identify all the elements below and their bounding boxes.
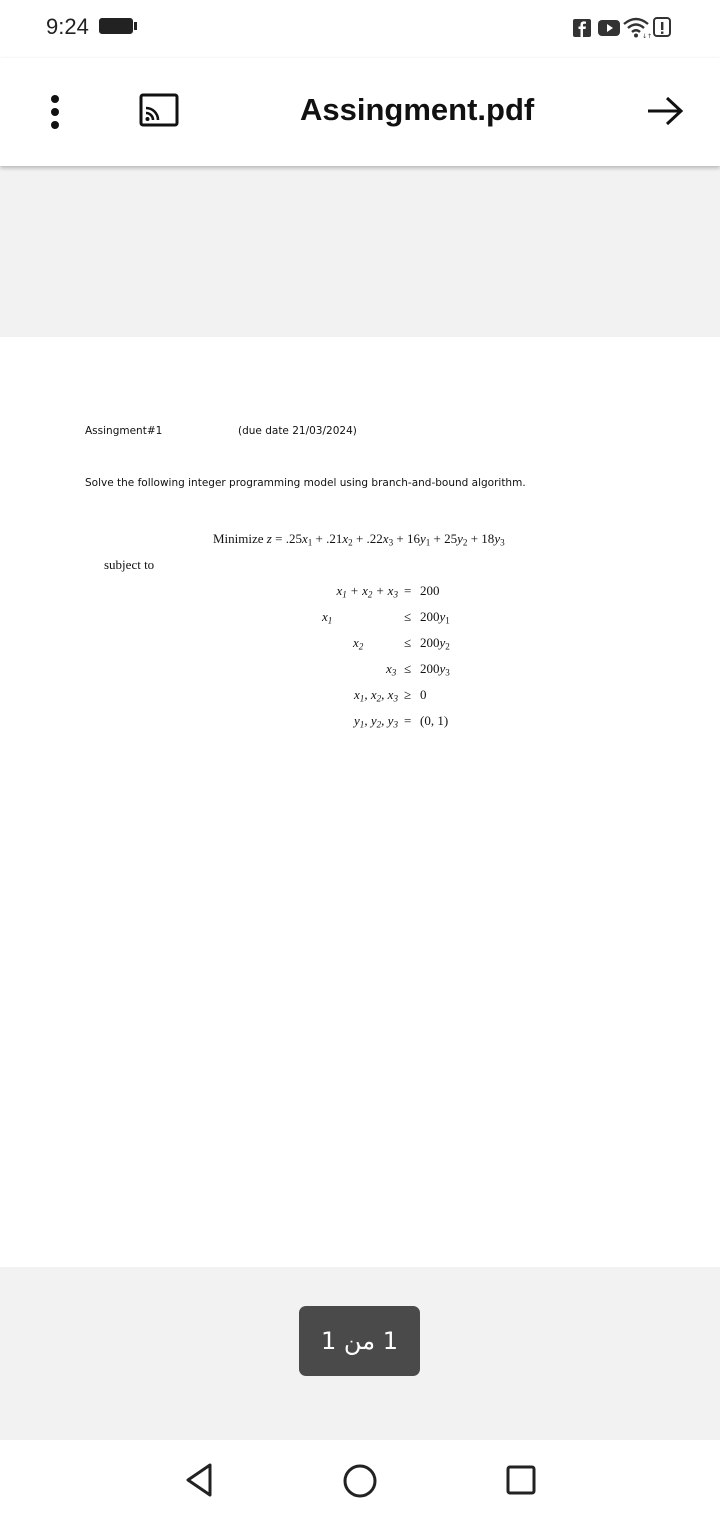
constraint-rhs: $200y_1$ <box>420 609 450 626</box>
constraint-lhs: $x_3$ <box>386 661 397 678</box>
objective-term: + $.22x_3$ <box>355 531 394 548</box>
constraint-rhs: $200y_2$ <box>420 635 450 652</box>
objective-term: + $25y_2$ <box>433 531 468 548</box>
constraint-rel: = <box>404 713 412 728</box>
constraint-rhs: 0 <box>420 687 427 702</box>
objective-term: + $.21x_2$ <box>315 531 353 548</box>
battery-tip <box>134 22 137 30</box>
constraint-lhs: $x_1$ <box>322 609 333 626</box>
constraint-rhs: $200y_3$ <box>420 661 450 678</box>
wifi-icon <box>622 16 653 40</box>
objective-var: z <box>266 531 272 546</box>
due-date: (due date 21/03/2024) <box>238 425 357 437</box>
facebook-icon <box>573 19 591 37</box>
more-vert-icon[interactable] <box>47 94 63 130</box>
constraint-rhs: (0, 1) <box>420 713 449 728</box>
back-icon[interactable] <box>184 1462 214 1498</box>
navigation-bar <box>0 1440 720 1520</box>
constraint-rel: = <box>404 583 412 598</box>
open-external-arrow-icon[interactable] <box>645 95 685 127</box>
objective-term: $.25x_1$ <box>285 531 313 548</box>
page-indicator: 1 من 1 <box>299 1306 420 1376</box>
document-title: Assingment.pdf <box>300 92 535 127</box>
pdf-page[interactable] <box>0 337 720 1267</box>
constraint-lhs: $y_1$, $y_2$, $y_3$ <box>354 713 398 730</box>
objective-term: + $16y_1$ <box>396 531 431 548</box>
constraint-rhs: 200 <box>420 583 440 598</box>
constraint-rel: ≤ <box>404 661 412 676</box>
constraint-lhs: $x_2$ <box>353 635 364 652</box>
youtube-icon <box>598 19 620 37</box>
objective-term: + $18y_3$ <box>470 531 505 548</box>
assignment-label: Assingment#1 <box>85 425 163 437</box>
objective-label: Minimize <box>213 531 264 546</box>
recents-icon[interactable] <box>505 1464 537 1496</box>
objective-eq: = <box>275 531 283 546</box>
alert-icon <box>652 16 672 38</box>
instruction-text: Solve the following integer programming model using branch-and-bound algorithm. <box>85 477 526 489</box>
constraint-lhs: $x_1 + x_2 + x_3$ <box>336 583 398 600</box>
home-icon[interactable] <box>342 1463 378 1499</box>
svg-text:↓↑: ↓↑ <box>642 33 653 40</box>
objective-line <box>213 531 505 547</box>
subject-to-label: subject to <box>104 557 155 572</box>
cast-icon[interactable] <box>139 93 179 127</box>
status-bar <box>0 0 720 58</box>
app-bar <box>0 58 720 166</box>
status-time: 9:24 <box>46 14 89 39</box>
constraint-rel: ≤ <box>404 609 412 624</box>
constraint-rel: ≥ <box>404 687 412 702</box>
constraint-lhs: $x_1$, $x_2$, $x_3$ <box>354 687 398 704</box>
constraint-rel: ≤ <box>404 635 412 650</box>
battery-icon <box>99 18 133 34</box>
